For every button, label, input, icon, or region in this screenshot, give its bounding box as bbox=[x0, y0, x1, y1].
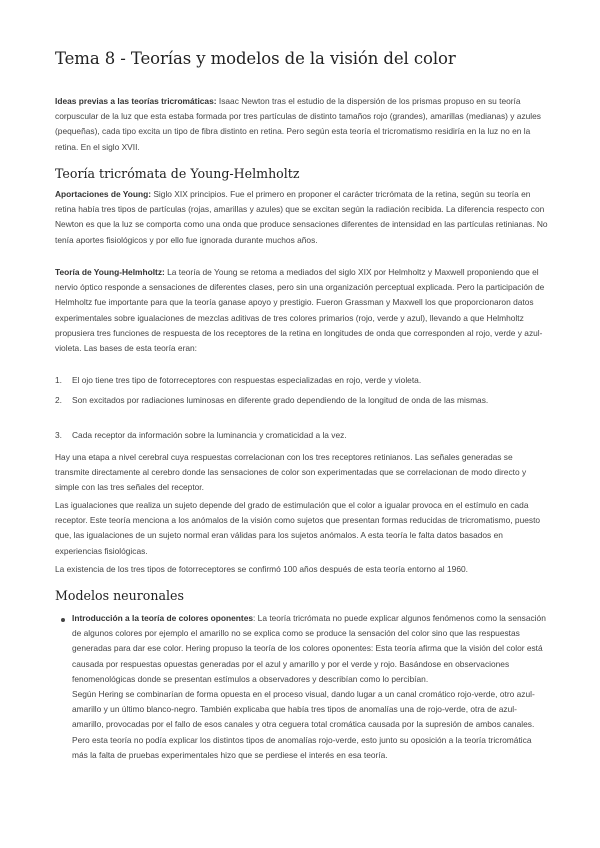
intro-label: Ideas previas a las teorías tricromáticas: bbox=[55, 96, 217, 106]
bullet-dot-icon bbox=[61, 618, 65, 622]
confirmation-paragraph: La existencia de los tres tipos de fotorreceptores se confirmó 100 años después de esta teoría entorno al 1960. bbox=[55, 564, 468, 574]
list-item-1: El ojo tiene tres tipo de fotorreceptores con respuestas especializadas en rojo, verde y violeta. bbox=[72, 375, 422, 385]
intro-text: Isaac Newton tras el estudio de la dispersión de los prismas propuso en su teoría corpuscular de la luz que esta estaba formada por tres partículas de distinto tamaños rojo (grandes), amarillas (medianas) y azules (pequeñas), cada tipo excita un tipo de fibra distinto en retina. Pero según esta teoría el tricromatismo residiría en la luz no en la retina. En el siglo XVII. bbox=[55, 96, 541, 152]
list-number-2: 2. bbox=[55, 395, 62, 405]
young-helmholtz-paragraph bbox=[55, 265, 548, 356]
bullet-paragraph-1 bbox=[72, 611, 548, 687]
list-number-1: 1. bbox=[55, 375, 62, 385]
brain-stage-paragraph: Hay una etapa a nivel cerebral cuya respuestas correlacionan con los tres receptores retinianos. Las señales generadas se transmite directamente al cerebro donde las sensaciones de color son experimentadas que se correlacionan de modo directo y simple con las tres señales del receptor. bbox=[55, 452, 527, 493]
bullet-text-1: : La teoría tricrómata no puede explicar algunos fenómenos como la sensación de algunos colores por ejemplo el amarillo no se explica como se produce la sensación del color sino que las respuestas generadas para dar ese color. Hering propuso la teoría de los colores oponentes: Esta teoría afirma que la visión del color está causada por respuestas opuestas generadas por el azul y amarillo y por el verde y rojo. Basándose en observaciones fenomenológicas donde se presentan estímulos a observadores y describían como lo percibían. bbox=[72, 613, 546, 684]
list-item-3: Cada receptor da información sobre la luminancia y cromaticidad a la vez. bbox=[72, 430, 347, 440]
young-helmholtz-label: Teoría de Young-Helmholtz: bbox=[55, 267, 165, 277]
bullet-paragraph-2: Según Hering se combinarían de forma opuesta en el proceso visual, dando lugar a un canal cromático rojo-verde, otro azul-amarillo y un último blanco-negro. También explicaba que había tres tipos de anomalías una de rojo-verde, otra de azul-amarillo, provocadas por el fallo de esos canales y otra ceguera total cromática causada por la supresión de ambos canales. Pero esta teoría no podía explicar los distintos tipos de anomalías rojo-verde, esto junto su oposición a la teoría tricromática más la falta de pruebas experimentales hizo que se perdiese el interés en esa teoría. bbox=[72, 689, 535, 760]
young-paragraph bbox=[55, 187, 548, 248]
young-text: Siglo XIX principios. Fue el primero en proponer el carácter tricrómata de la retina, según su teoría en retina había tres tipos de partículas (rojas, amarillas y azules) que se excitan según la radiación recibida. La diferencia respecto con Newton es que la luz se comporta como una onda que produce sensaciones diferentes de intensidad en las partículas retinianas. No tenía aportes fisiológicos y por ello fue ignorada durante muchos años. bbox=[55, 189, 548, 245]
list-number-3: 3. bbox=[55, 430, 62, 440]
intro-paragraph bbox=[55, 94, 548, 155]
section-heading-young-helmholtz: Teoría tricrómata de Young-Helmholtz bbox=[55, 166, 300, 181]
young-label: Aportaciones de Young: bbox=[55, 189, 152, 199]
section-heading-modelos-neuronales: Modelos neuronales bbox=[55, 588, 184, 603]
young-helmholtz-text: La teoría de Young se retoma a mediados del siglo XIX por Helmholtz y Maxwell proponiendo que el nervio óptico responde a sensaciones de diferentes clases, pero sin una organización perceptual explicada. Pero la participación de Helmholtz fue importante para que la teoría ganase apoyo y prestigio. Fueron Grassman y Maxwell los que proporcionaron datos experimentales sobre igualaciones de mezclas aditivas de tres colores primarios (rojo, verde y azul), llevando a que Helmholtz propusiera tres funciones de respuesta de los receptores de la retina en longitudes de onda que corresponden al rojo, verde y azul-violeta. Las bases de esta teoría eran: bbox=[55, 267, 545, 354]
page-title: Tema 8 - Teorías y modelos de la visión del color bbox=[55, 49, 456, 68]
list-item-2: Son excitados por radiaciones luminosas en diferente grado dependiendo de la longitud de onda de las mismas. bbox=[72, 395, 489, 405]
igualaciones-paragraph: Las igualaciones que realiza un sujeto depende del grado de estimulación que el color a igualar provoca en el estímulo en cada receptor. Este teoría menciona a los anómalos de la visión como sujetos que presentan formas reducidas de tricromatismo, puesto que, las igualaciones de un sujeto normal eran válidas para los sujetos anómalos. A esta teoría le falta datos basados en experiencias fisiológicas. bbox=[55, 500, 541, 556]
bullet-item-oponentes bbox=[72, 611, 548, 763]
bullet-label: Introducción a la teoría de colores oponentes bbox=[72, 613, 254, 623]
